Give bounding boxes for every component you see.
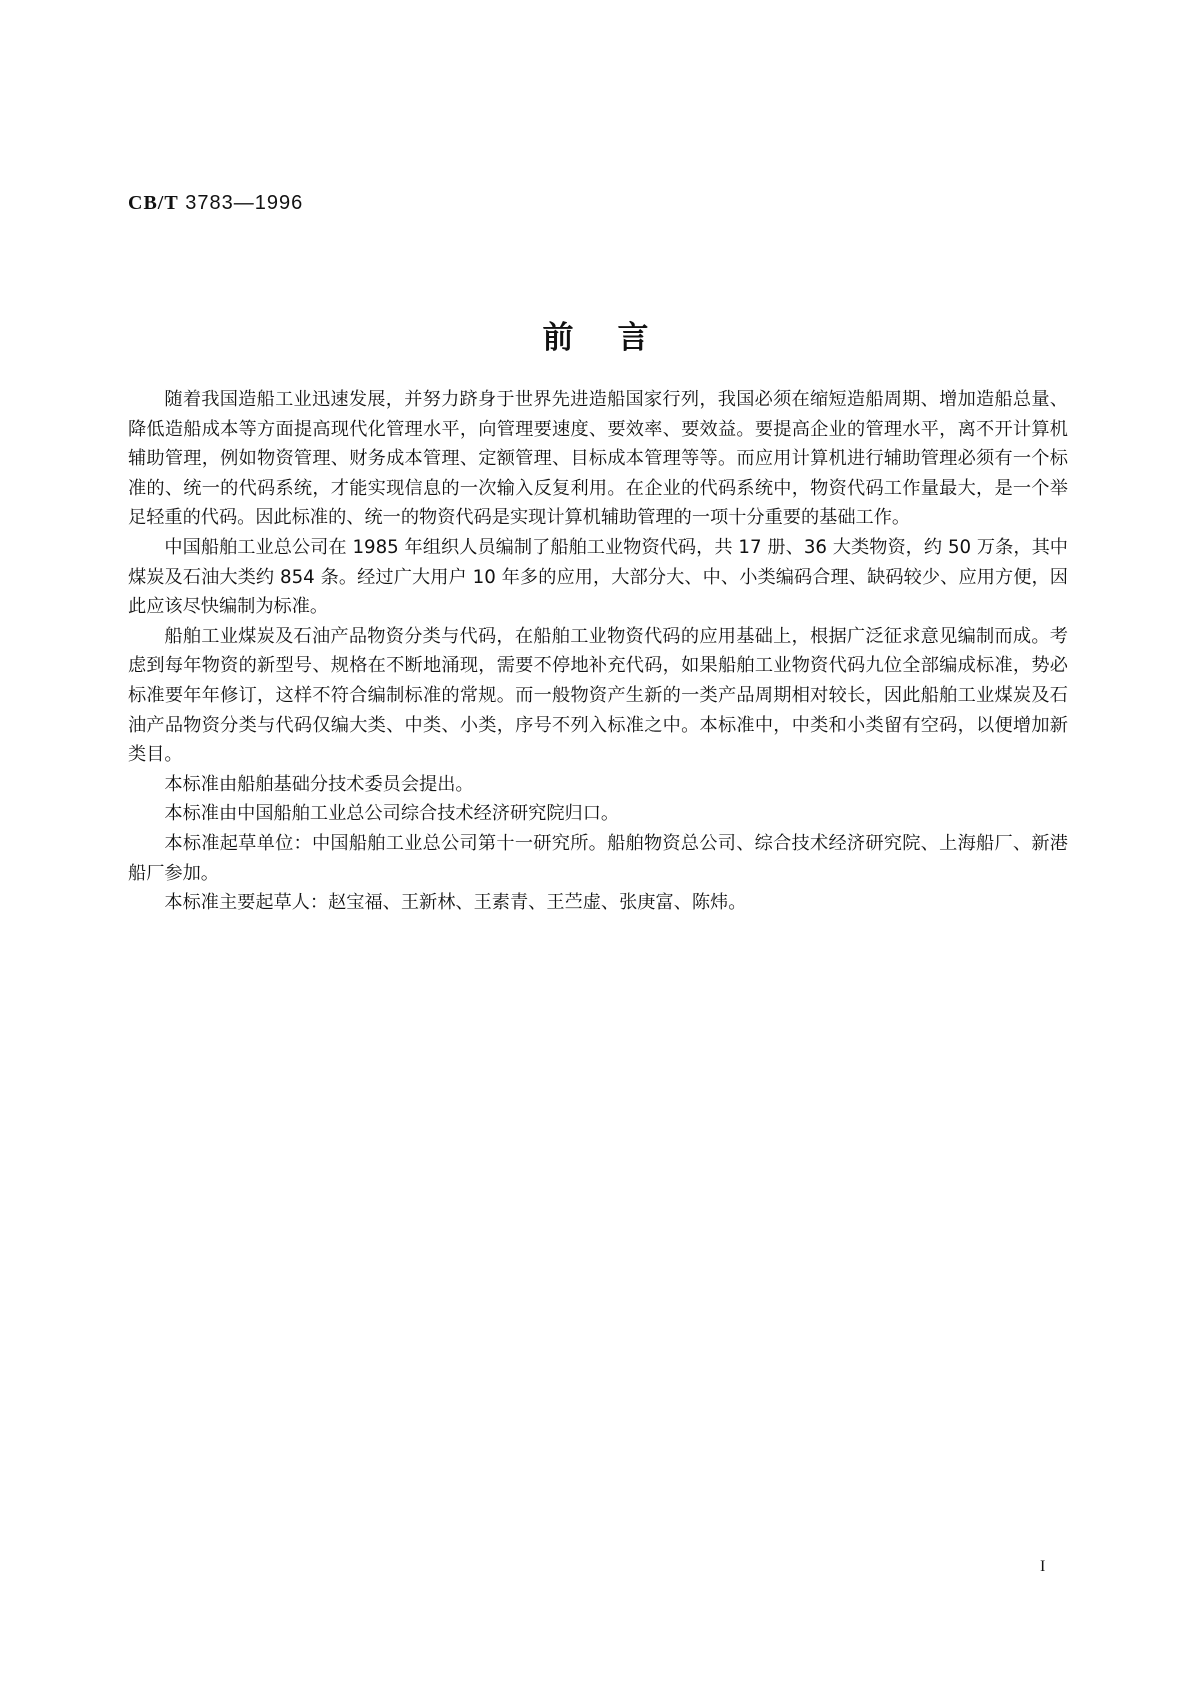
preface-paragraph-1: 随着我国造船工业迅速发展，并努力跻身于世界先进造船国家行列，我国必须在缩短造船周期、增加造船总量、降低造船成本等方面提高现代化管理水平，向管理要速度、要效率、要效益。要提高企业的管理水平，离不开计算机辅助管理，例如物资管理、财务成本管理、定额管理、目标成本管理等等。而应用计算机进行辅助管理必须有一个标准的、统一的代码系统，才能实现信息的一次输入反复利用。在企业的代码系统中，物资代码工作量最大，是一个举足轻重的代码。因此标准的、统一的物资代码是实现计算机辅助管理的一项十分重要的基础工作。 bbox=[128, 389, 1068, 529]
standard-code bbox=[128, 192, 303, 215]
preface-paragraph-3: 船舶工业煤炭及石油产品物资分类与代码，在船舶工业物资代码的应用基础上，根据广泛征求意见编制而成。考虑到每年物资的新型号、规格在不断地涌现，需要不停地补充代码，如果船舶工业物资代码九位全部编成标准，势必标准要年年修订，这样不符合编制标准的常规。而一般物资产生新的一类产品周期相对较长，因此船舶工业煤炭及石油产品物资分类与代码仅编大类、中类、小类，序号不列入标准之中。本标准中，中类和小类留有空码，以便增加新类目。 bbox=[128, 625, 1068, 766]
standard-prefix: CB/T bbox=[128, 192, 179, 214]
preface-body bbox=[128, 385, 1068, 918]
centralized-unit-statement: 本标准由中国船舶工业总公司综合技术经济研究院归口。 bbox=[164, 803, 620, 825]
main-drafters-statement: 本标准主要起草人：赵宝福、王新林、王素青、王苎虚、张庚富、陈炜。 bbox=[164, 892, 747, 914]
page-number: I bbox=[1040, 1558, 1046, 1575]
preface-paragraph-2: 中国船舶工业总公司在 1985 年组织人员编制了船舶工业物资代码，共 17 册、36 大类物资，约 50 万条，其中煤炭及石油大类约 854 条。经过广大用户 10 年多的应用，大部分大、中、小类编码合理、缺码较少、应用方便，因此应该尽快编制为标准。 bbox=[128, 536, 1068, 618]
page-title: 前言 bbox=[542, 320, 693, 356]
standard-number: 3783—1996 bbox=[185, 192, 304, 214]
proposer-statement: 本标准由船舶基础分技术委员会提出。 bbox=[164, 773, 474, 795]
drafting-units-statement: 本标准起草单位：中国船舶工业总公司第十一研究所。船舶物资总公司、综合技术经济研究院、上海船厂、新港船厂参加。 bbox=[128, 832, 1068, 884]
